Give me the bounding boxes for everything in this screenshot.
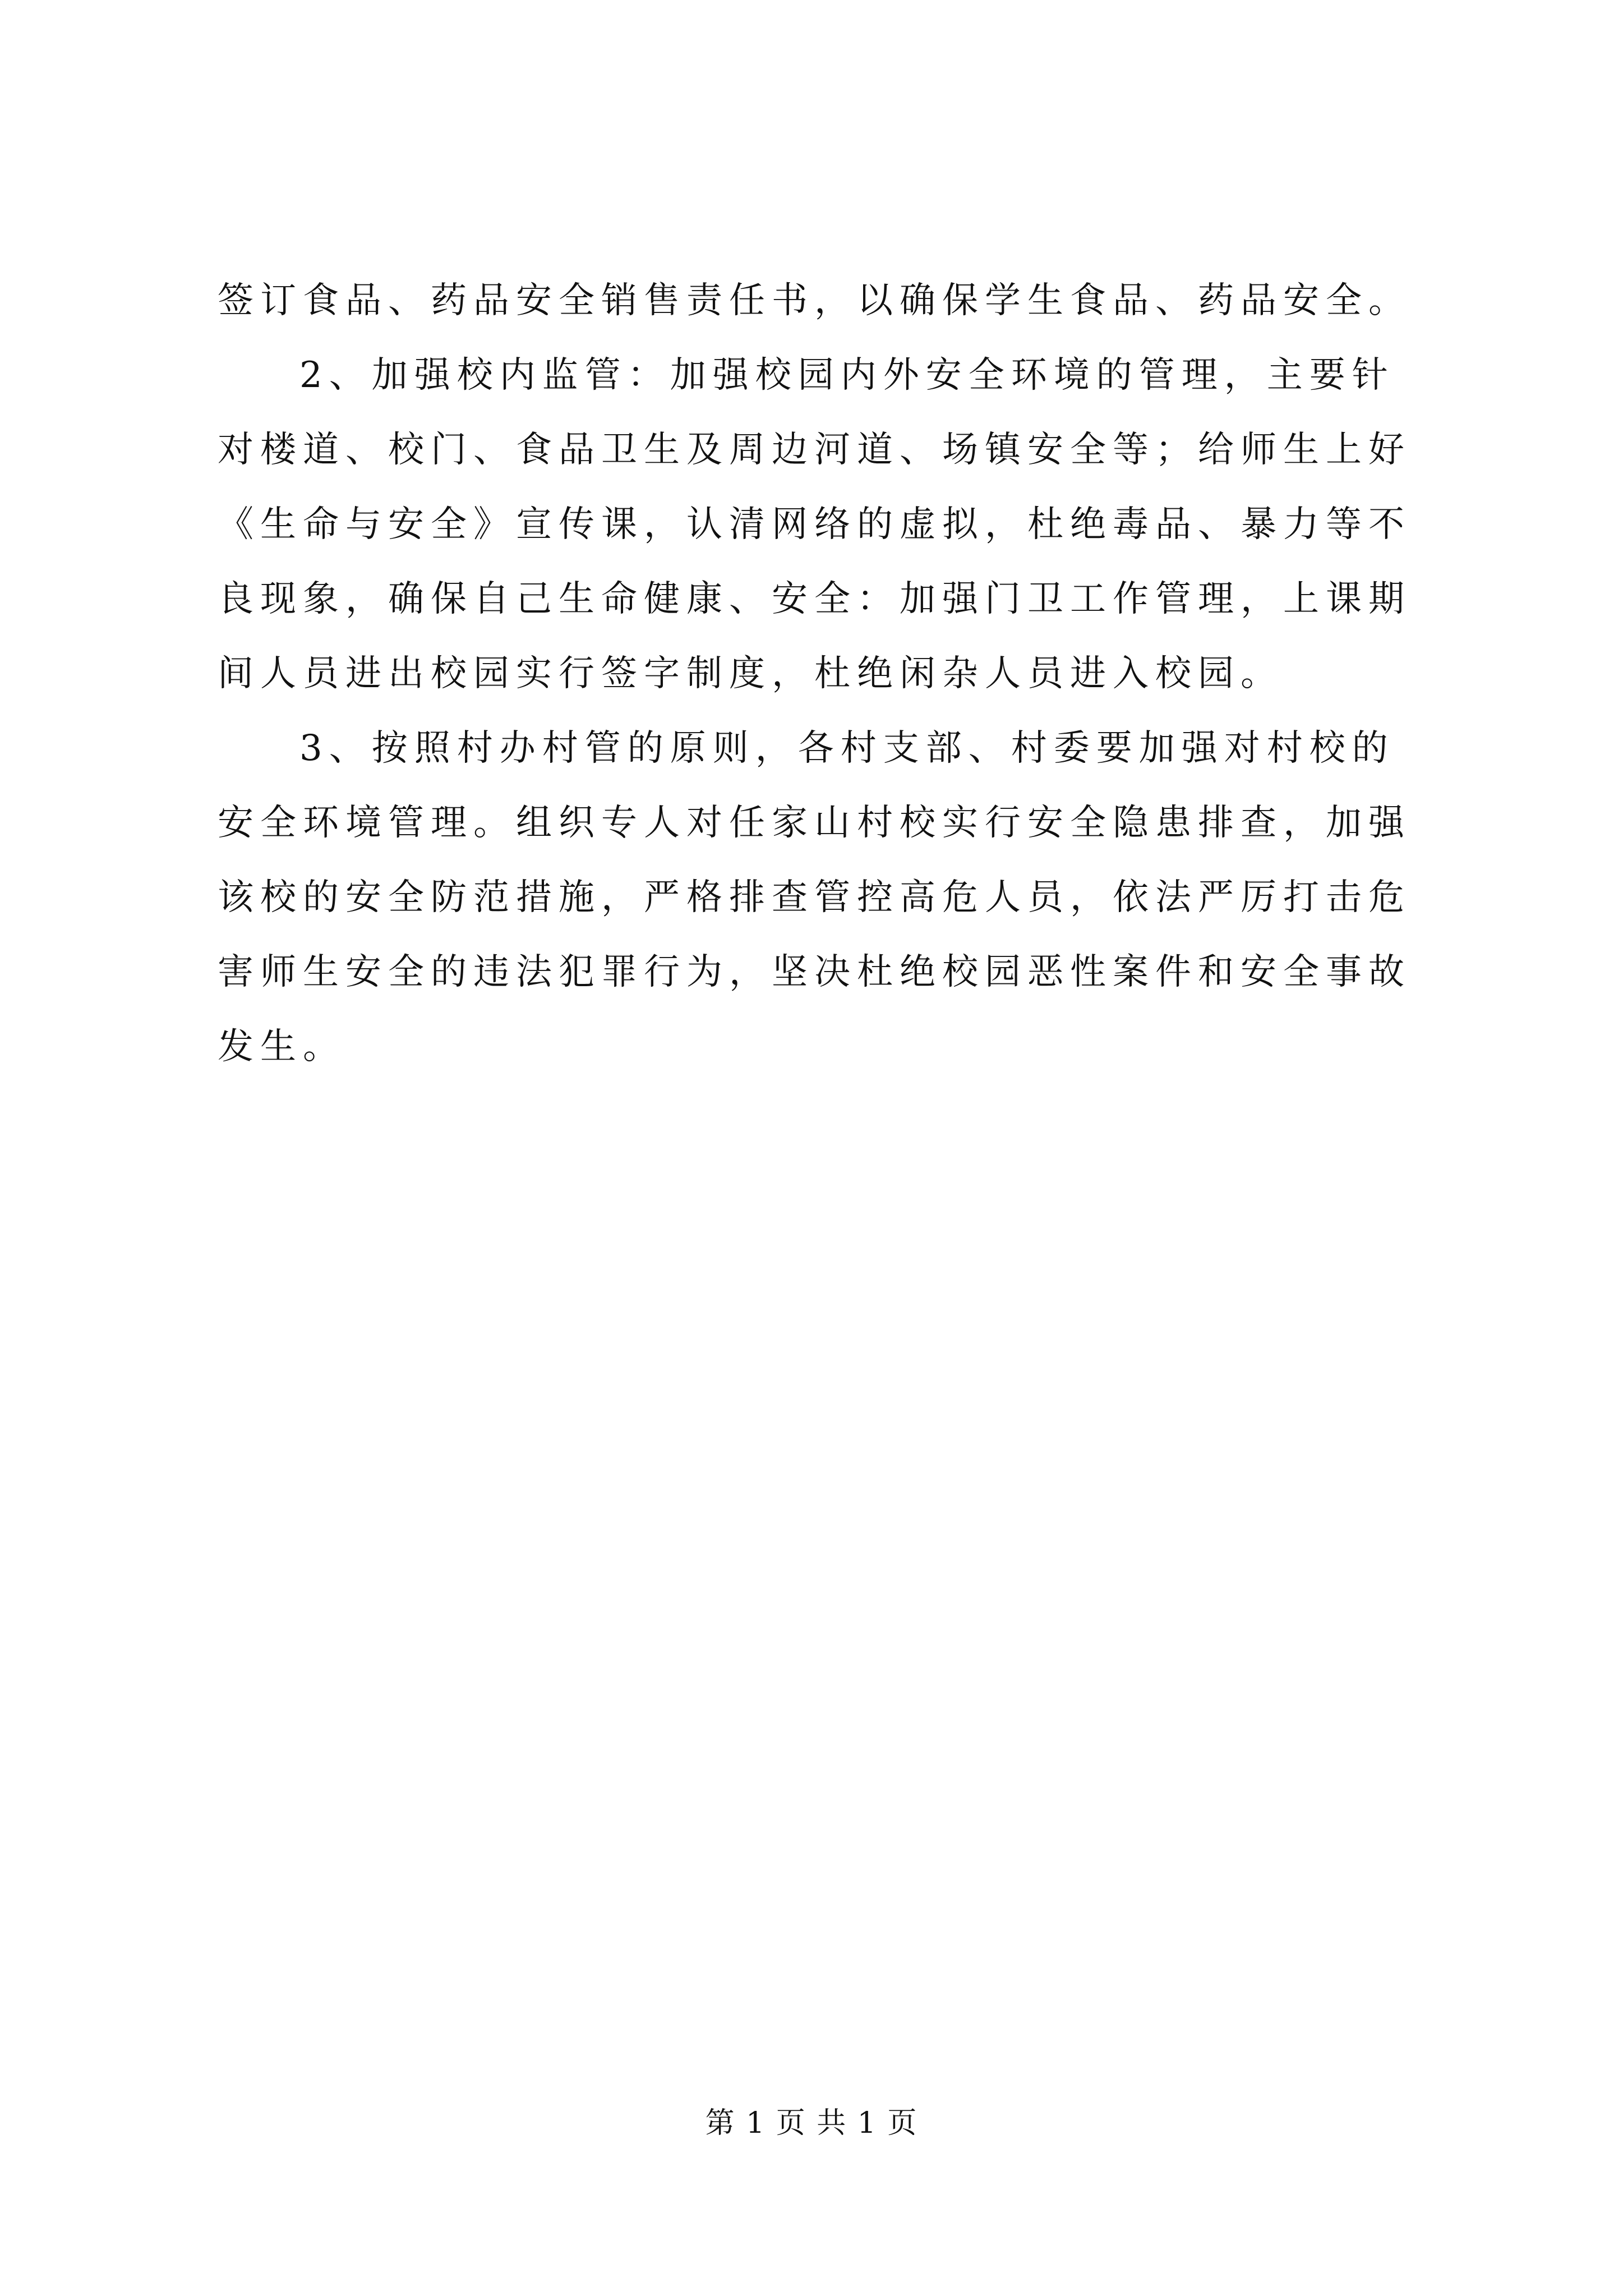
text-line: 该校的安全防范措施，严格排查管控高危人员，依法严厉打击危 [218,877,1411,918]
paragraph-2-start: 2、加强校内监管：加强校园内外安全环境的管理，主要针 [299,355,1395,396]
text-line: 签订食品、药品安全销售责任书，以确保学生食品、药品安全。 [218,280,1411,321]
text-line: 良现象，确保自己生命健康、安全：加强门卫工作管理，上课期 [218,578,1411,620]
text-line: 害师生安全的违法犯罪行为，坚决杜绝校园恶性案件和安全事故 [218,951,1411,993]
text-line: 间人员进出校园实行签字制度，杜绝闲杂人员进入校园。 [218,653,1283,694]
text-line: 对楼道、校门、食品卫生及周边河道、场镇安全等；给师生上好 [218,429,1411,471]
text-line: 《生命与安全》宣传课，认清网络的虚拟，杜绝毒品、暴力等不 [218,504,1411,545]
paragraph-3-start: 3、按照村办村管的原则，各村支部、村委要加强对村校的 [299,728,1395,769]
text-line: 发生。 [218,1026,345,1068]
document-body [218,264,1412,1084]
page-footer: 第 1 页 共 1 页 [705,2106,918,2140]
text-line: 安全环境管理。组织专人对任家山村校实行安全隐患排查，加强 [218,802,1411,844]
